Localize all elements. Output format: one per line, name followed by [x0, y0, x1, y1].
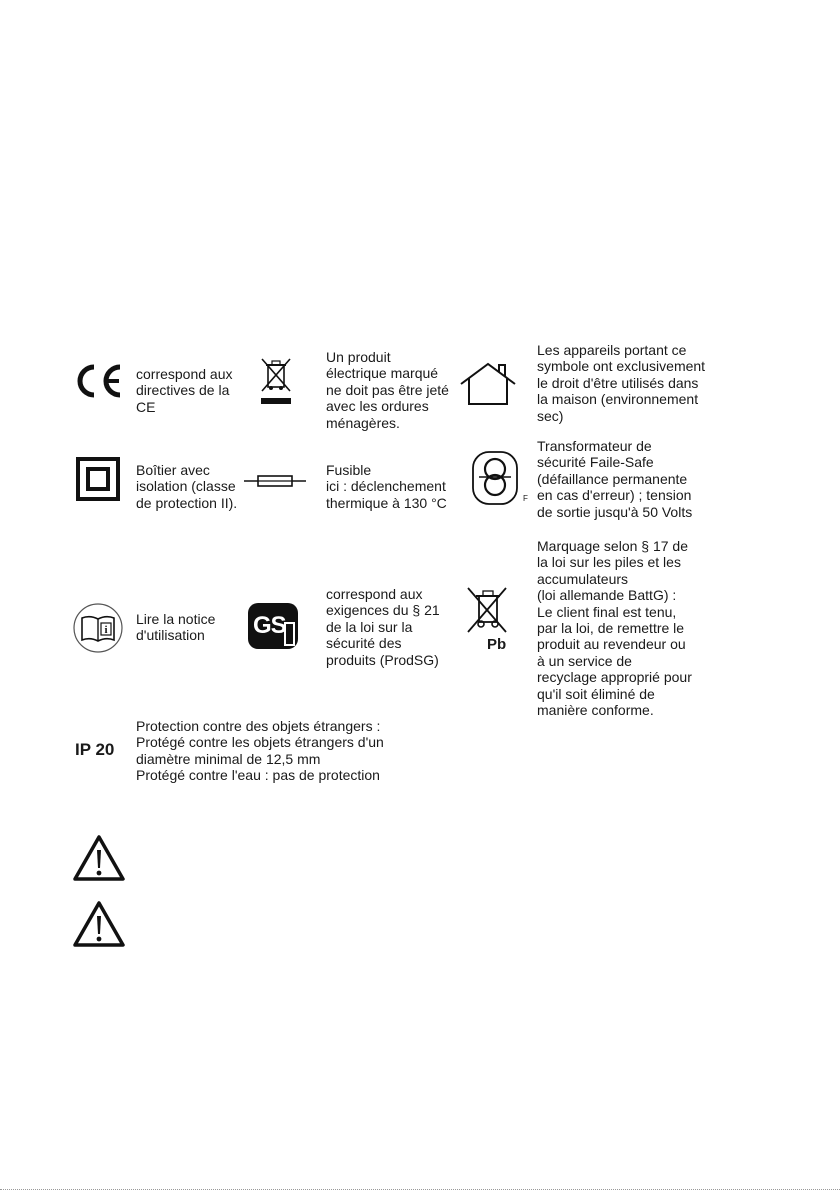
gs-mark-label: GS	[253, 612, 286, 639]
indoor-description: Les appareils portant ce symbole ont exclusivement le droit d'être utilisés dans la maison (environnement sec)	[537, 342, 706, 424]
ce-description: correspond aux directives de la CE	[136, 366, 233, 415]
warning-triangle-icon	[73, 835, 125, 881]
double-square-icon	[76, 457, 120, 501]
ce-mark-icon	[72, 363, 124, 399]
safety-transformer-icon	[471, 450, 531, 510]
gs-mark-icon	[247, 602, 299, 650]
ip-rating-description: Protection contre des objets étrangers : Protégé contre les objets étrangers d'un diamètre minimal de 12,5 mm Protégé contre l'eau : pas de protection	[136, 718, 384, 784]
crossed-out-bin-icon	[258, 355, 294, 407]
fuse-description: Fusible ici : déclenchement thermique à 130 °C	[326, 462, 447, 511]
page-bottom-divider	[0, 1189, 840, 1190]
ip-rating-label: IP 20	[75, 740, 115, 759]
battery-pb-label: Pb	[487, 636, 507, 653]
class2-description: Boîtier avec isolation (classe de protection II).	[136, 462, 238, 511]
weee-description: Un produit électrique marqué ne doit pas être jeté avec les ordures ménagères.	[326, 349, 449, 431]
battery-description: Marquage selon § 17 de la loi sur les piles et les accumulateurs (loi allemande BattG) : Le client final est tenu, par la loi, de remettre le produit au revendeur ou à un service de recyclage approprié pour qu'il soit éliminé de manière conforme.	[537, 538, 692, 719]
transformer-f-label: F	[523, 494, 528, 503]
gs-description: correspond aux exigences du § 21 de la loi sur la sécurité des produits (ProdSG)	[326, 586, 440, 668]
fuse-icon	[244, 474, 306, 488]
transformer-description: Transformateur de sécurité Faile-Safe (défaillance permanente en cas d'erreur) ; tension de sortie jusqu'à 50 Volts	[537, 438, 693, 520]
house-icon	[459, 362, 517, 406]
manual-description: Lire la notice d'utilisation	[136, 611, 216, 644]
svg-text:i: i	[104, 624, 108, 636]
battery-bin-icon	[463, 586, 517, 656]
read-manual-icon	[72, 602, 124, 654]
warning-triangle-icon	[73, 901, 125, 947]
